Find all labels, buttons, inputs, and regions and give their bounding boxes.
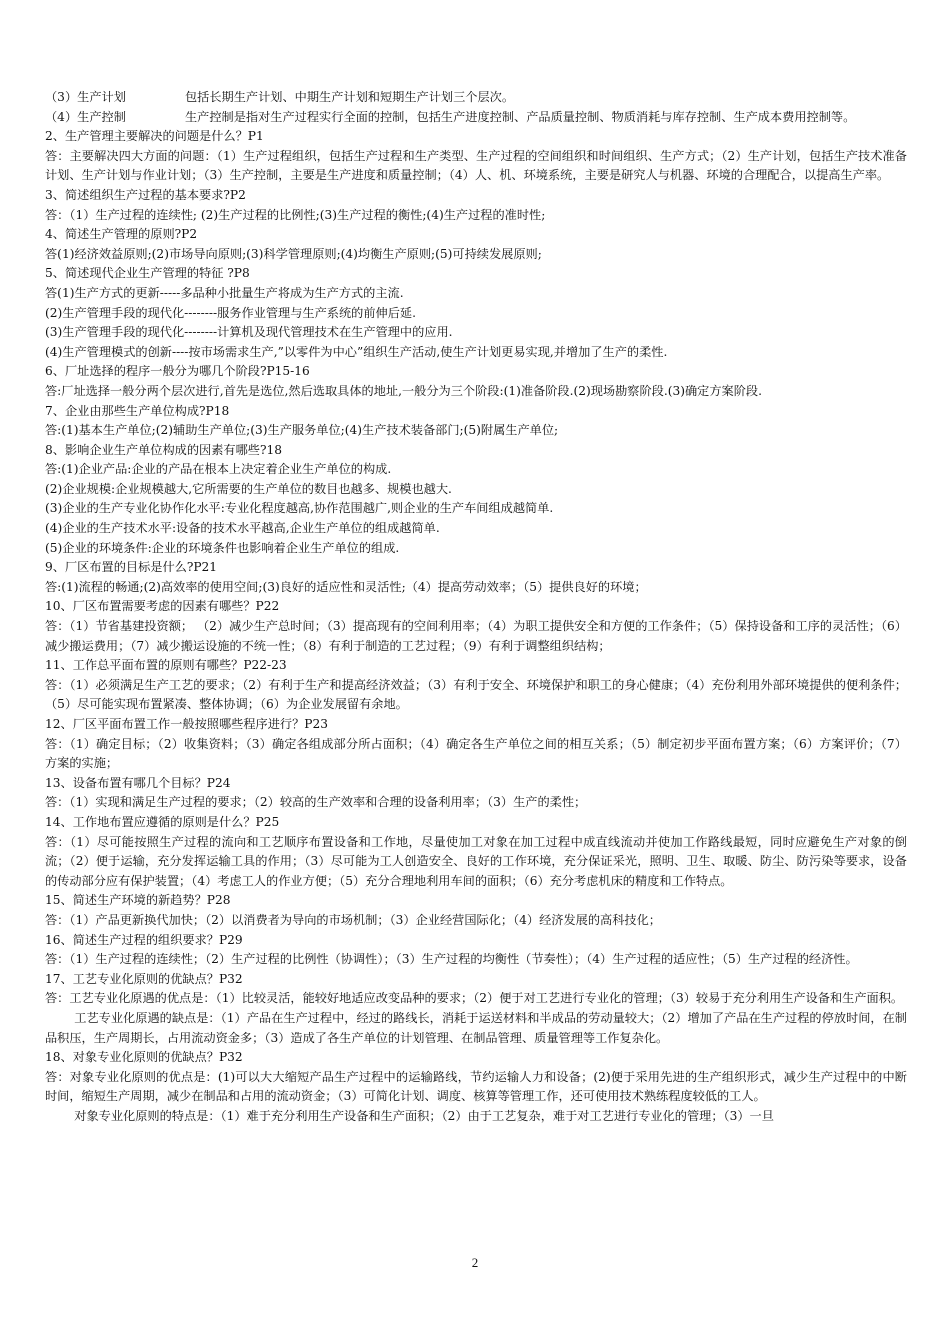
question-heading: 18、对象专业化原则的优缺点？P32 <box>45 1050 243 1065</box>
question-heading: 8、影响企业生产单位构成的因素有哪些?18 <box>45 442 282 457</box>
term-label: （4）生产控制 <box>45 109 126 124</box>
answer-paragraph: 答：工艺专业化原遇的优点是：（1）比较灵活，能较好地适应改变品种的要求；（2）便于对工艺进行专业化的管理；（3）较易于充分利用生产设备和生产面积。 <box>45 991 904 1006</box>
answer-line: 答：（1）生产过程的连续性; (2)生产过程的比例性;(3)生产过程的衡性;(4)生产过程的准时性; <box>45 207 546 222</box>
term-label: （3）生产计划 <box>45 90 126 104</box>
answer-paragraph: 答：（1）确定目标；（2）收集资料；（3）确定各组成部分所占面积；（4）确定各生产单位之间的相互关系；（5）制定初步平面布置方案；（6）方案评价；（7）方案的实施； <box>45 736 907 771</box>
answer-line: (2)生产管理手段的现代化--------服务作业管理与生产系统的前伸后延. <box>45 305 416 320</box>
question-heading: 3、简述组织生产过程的基本要求?P2 <box>45 187 246 202</box>
document-body <box>45 88 907 1126</box>
question-heading: 14、工作地布置应遵循的原则是什么？P25 <box>45 814 280 829</box>
answer-line: 答(1)生产方式的更新-----多品种小批量生产将成为生产方式的主流. <box>45 285 404 300</box>
question-heading: 5、简述现代企业生产管理的特征 ?P8 <box>45 266 250 281</box>
question-heading: 11、工作总平面布置的原则有哪些？P22-23 <box>45 658 287 673</box>
answer-paragraph: 答：（1）必须满足生产工艺的要求；（2）有利于生产和提高经济效益；（3）有利于安全、环境保护和职工的身心健康；（4）充份利用外部环境提供的便利条件；（5）尽可能实现布置紧凑、整体协调；（6）为企业发展留有余地。 <box>45 677 907 712</box>
question-heading: 10、厂区布置需要考虑的因素有哪些？P22 <box>45 599 280 614</box>
answer-line: (4)企业的生产技术水平:设备的技术水平越高,企业生产单位的组成越简单. <box>45 521 440 536</box>
section-3-row <box>45 88 907 108</box>
answer-paragraph: 工艺专业化原遇的缺点是：（1）产品在生产过程中，经过的路线长，消耗于运送材料和半成品的劳动量较大；（2）增加了产品在生产过程的停放时间，在制品积压，生产周期长，占用流动资金多；（3）造成了各生产单位的计划管理、在制品管理、质量管理等工作复杂化。 <box>45 1010 907 1045</box>
answer-line: (4)生产管理模式的创新----按市场需求生产,”以零件为中心”组织生产活动,使生产计划更易实现,并增加了生产的柔性. <box>45 344 668 359</box>
answer-line: (5)企业的环境条件:企业的环境条件也影响着企业生产单位的组成. <box>45 540 400 555</box>
question-heading: 7、企业由那些生产单位构成?P18 <box>45 403 230 418</box>
answer-line: (3)生产管理手段的现代化--------计算机及现代管理技术在生产管理中的应用. <box>45 325 453 340</box>
answer-line: 答:(1)流程的畅通;(2)高效率的使用空间;(3)良好的适应性和灵活性;（4）提高劳动效率；（5）提供良好的环境； <box>45 579 647 594</box>
question-heading: 9、厂区布置的目标是什么?P21 <box>45 560 218 575</box>
answer-paragraph: 对象专业化原则的特点是：（1）难于充分利用生产设备和生产面积；（2）由于工艺复杂，难于对工艺进行专业化的管理；（3）一旦 <box>74 1108 774 1123</box>
term-definition: 包括长期生产计划、中期生产计划和短期生产计划三个层次。 <box>185 90 515 104</box>
question-heading: 13、设备布置有哪几个目标？P24 <box>45 775 231 790</box>
answer-line: 答：（1）实现和满足生产过程的要求；（2）较高的生产效率和合理的设备利用率；（3）生产的柔性； <box>45 795 587 810</box>
question-heading: 4、简述生产管理的原则?P2 <box>45 227 198 242</box>
answer-paragraph: 答：（1）尽可能按照生产过程的流向和工艺顺序布置设备和工作地，尽量使加工对象在加工过程中成直线流动并使加工作路线最短，同时应避免生产对象的倒流；（2）便于运输，充分发挥运输工具的作用；（3）尽可能为工人创造安全、良好的工作环境，充分保证采光，照明、卫生、取暖、防尘、防污染等要求，设备的传动部分应有保护装置；（4）考虑工人的作业方便；（5）充分合理地利用车间的面积；（6）充分考虑机床的精度和工作特点。 <box>45 834 907 888</box>
answer-paragraph: 答：主要解决四大方面的问题：（1）生产过程组织，包括生产过程和生产类型、生产过程的空间组织和时间组织、生产方式；（2）生产计划，包括生产技术准备计划、生产计划与作业计划；（3）生产控制，主要是生产进度和质量控制；（4）人、机、环境系统，主要是研究人与机器、环境的合理配合，以提高生产率。 <box>45 148 907 183</box>
answer-paragraph: 答：对象专业化原则的优点是：(1)可以大大缩短产品生产过程中的运输路线，节约运输人力和设备；(2)便于采用先进的生产组织形式，减少生产过程中的中断时间，缩短生产周期，减少在制品和占用的流动资金；（3）可简化计划、调度、核算等管理工作，还可使用技术熟练程度较低的工人。 <box>45 1069 907 1104</box>
question-heading: 6、厂址选择的程序一般分为哪几个阶段?P15-16 <box>45 364 310 379</box>
answer-line: 答(1)经济效益原则;(2)市场导向原则;(3)科学管理原则;(4)均衡生产原则;(5)可持续发展原则; <box>45 246 542 261</box>
answer-line: 答:(1)企业产品:企业的产品在根本上决定着企业生产单位的构成. <box>45 462 392 477</box>
answer-line: 答:厂址选择一般分两个层次进行,首先是选位,然后选取具体的地址,一般分为三个阶段:(1)准备阶段.(2)现场勘察阶段.(3)确定方案阶段. <box>45 383 762 398</box>
answer-paragraph: 答：（1）节省基建投资额； （2）减少生产总时间；（3）提高现有的空间利用率；（4）为职工提供安全和方便的工作条件；（5）保持设备和工序的灵活性；（6）减少搬运费用；（7）减少搬运设施的不统一性；（8）有利于制造的工艺过程；（9）有利于调整组织结构； <box>45 619 907 653</box>
question-heading: 12、厂区平面布置工作一般按照哪些程序进行？P23 <box>45 717 328 731</box>
answer-line: (2)企业规模:企业规模越大,它所需要的生产单位的数目也越多、规模也越大. <box>45 481 452 496</box>
question-heading: 15、简述生产环境的新趋势？P28 <box>45 893 231 908</box>
page-number: 2 <box>471 1255 479 1270</box>
answer-line: (3)企业的生产专业化协作化水平:专业化程度越高,协作范围越广,则企业的生产车间组成越简单. <box>45 501 554 516</box>
term-definition: 生产控制是指对生产过程实行全面的控制，包括生产进度控制、产品质量控制、物质消耗与库存控制、生产成本费用控制等。 <box>185 109 856 124</box>
answer-line: 答:(1)基本生产单位;(2)辅助生产单位;(3)生产服务单位;(4)生产技术装备部门;(5)附属生产单位; <box>45 423 559 438</box>
answer-paragraph: 答：（1）生产过程的连续性；（2）生产过程的比例性（协调性）；（3）生产过程的均衡性（节奏性）；（4）生产过程的适应性；（5）生产过程的经济性。 <box>45 952 858 967</box>
answer-line: 答：（1）产品更新换代加快；（2）以消费者为导向的市场机制；（3）企业经营国际化；（4）经济发展的高科技化； <box>45 912 661 927</box>
question-heading: 2、生产管理主要解决的问题是什么？P1 <box>45 129 264 144</box>
question-heading: 17、工艺专业化原则的优缺点？P32 <box>45 971 243 986</box>
section-4-row <box>45 108 907 128</box>
question-heading: 16、简述生产过程的组织要求？P29 <box>45 932 243 947</box>
